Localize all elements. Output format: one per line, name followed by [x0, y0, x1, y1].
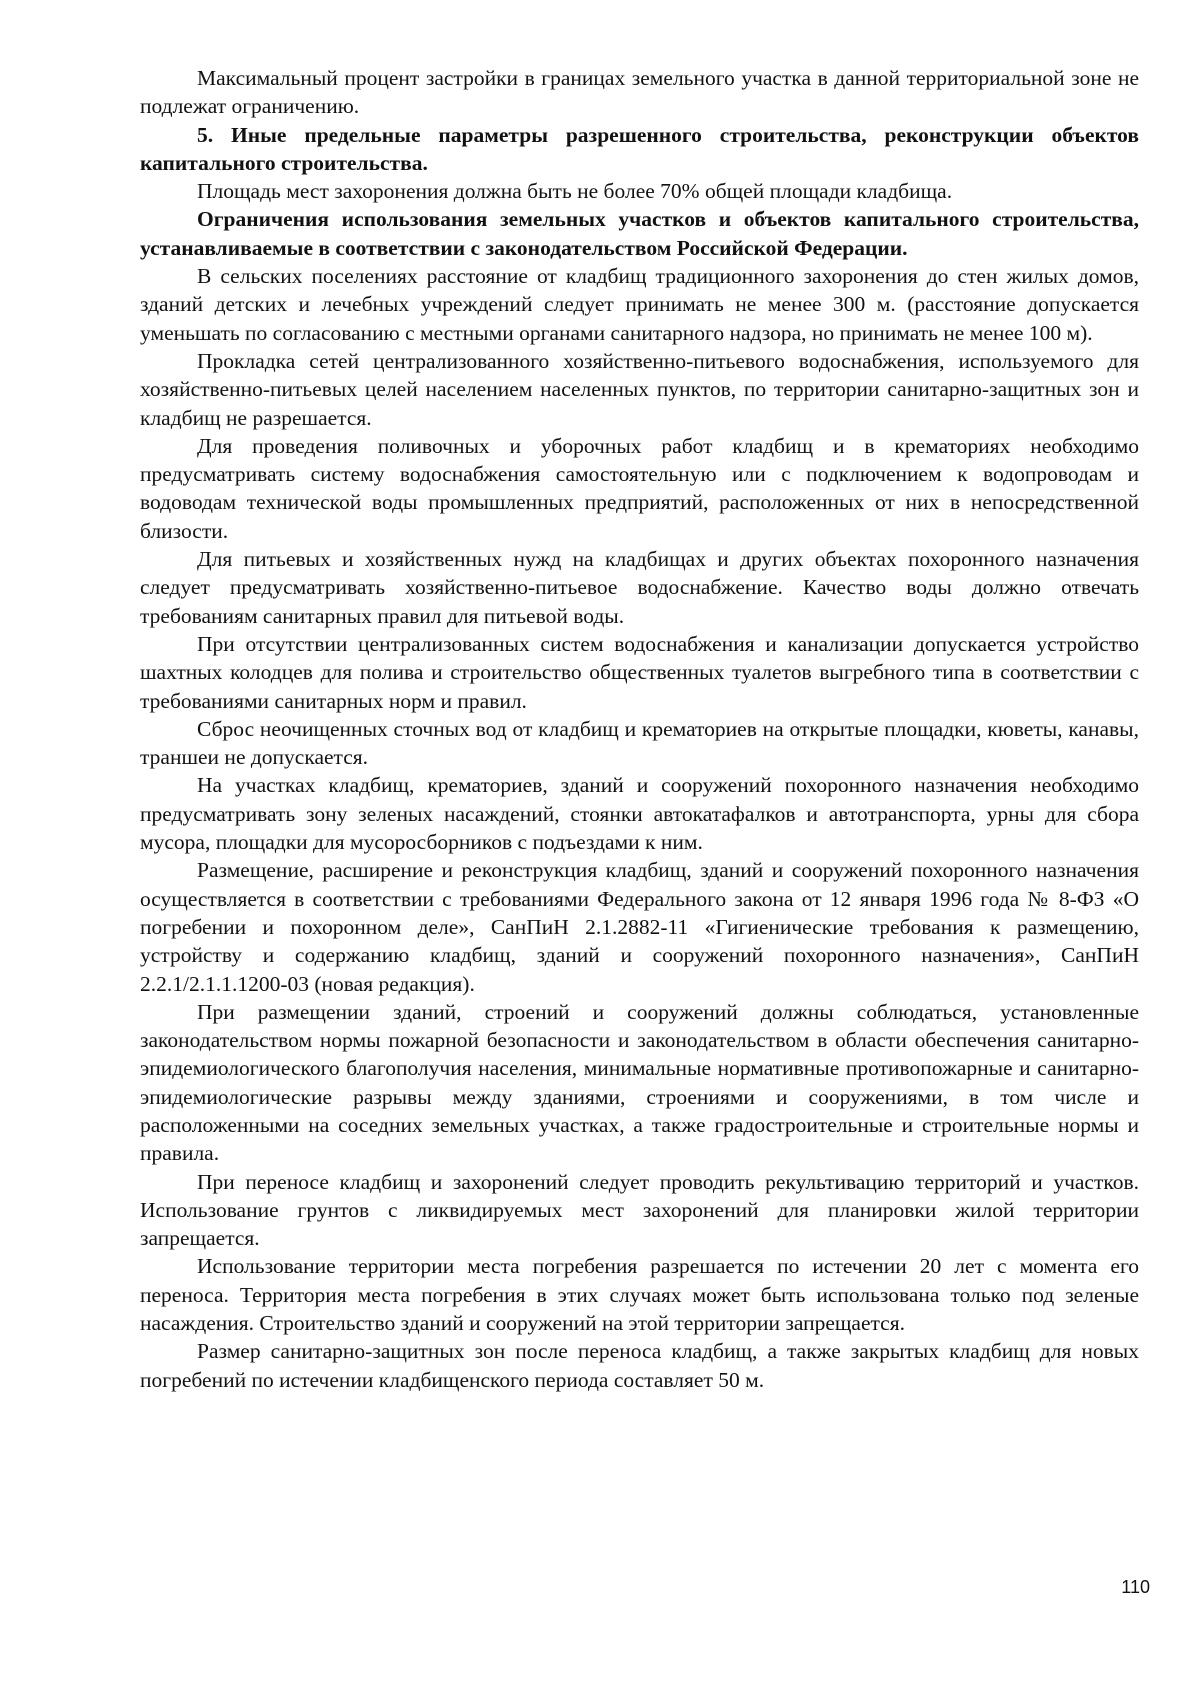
paragraph-regulations: Размещение, расширение и реконструкция кладбищ, зданий и сооружений похоронного назначения осуществляется в соответствии с требованиями Федерального закона от 12 января 1996 года № 8-ФЗ «О погребении и похоронном деле», СанПиН 2.1.2882-11 «Гигиенические требования к размещению, устройству и содержанию кладбищ, зданий и сооружений похоронного назначения», СанПиН 2.2.1/2.1.1.1200-03 (новая редакция).: [140, 858, 1139, 996]
paragraph-building-percentage: Максимальный процент застройки в границах земельного участка в данной территориальной зоне не подлежат ограничению.: [140, 66, 1139, 119]
paragraph-wells-toilets: При отсутствии централизованных систем водоснабжения и канализации допускается устройство шахтных колодцев для полива и строительство общественных туалетов выгребного типа в соответствии с требованиями санитарных норм и правил.: [140, 631, 1139, 713]
document-page: [140, 64, 1139, 1394]
paragraph-drinking-water: Для питьевых и хозяйственных нужд на кладбищах и других объектах похоронного назначения следует предусматривать хозяйственно-питьевое водоснабжение. Качество воды должно отвечать требованиям санитарных правил для питьевой воды.: [140, 547, 1139, 628]
section-heading-other-parameters: 5. Иные предельные параметры разрешенного строительства, реконструкции объектов капитального строительства.: [140, 122, 1139, 175]
paragraph-sanitary-zone-size: Размер санитарно-защитных зон после переноса кладбищ, а также закрытых кладбищ для новых погребений по истечении кладбищенского периода составляет 50 м.: [140, 1339, 1139, 1392]
paragraph-wastewater: Сброс неочищенных сточных вод от кладбищ и крематориев на открытые площадки, кюветы, канавы, траншеи не допускается.: [140, 716, 1139, 770]
paragraph-fire-safety: При размещении зданий, строений и сооружений должны соблюдаться, установленные законодательством нормы пожарной безопасности и законодательством в области обеспечения санитарно-эпидемиологического благополучия населения, минимальные нормативные противопожарные и санитарно-эпидемиологические разрывы между зданиями, строениями и сооружениями, в том числе и расположенными на соседних земельных участках, а также градостроительные и строительные нормы и правила.: [140, 999, 1139, 1166]
page-number: 110: [1121, 1577, 1150, 1597]
paragraph-watering-water-supply: Для проведения поливочных и уборочных работ кладбищ и в крематориях необходимо предусматривать систему водоснабжения самостоятельную или с подключением к водопроводам и водоводам технической воды промышленных предприятий, расположенных от них в непосредственной близости.: [140, 433, 1139, 543]
paragraph-distance-rural: В сельских поселениях расстояние от кладбищ традиционного захоронения до стен жилых домов, зданий детских и лечебных учреждений следует принимать не менее 300 м. (расстояние допускается уменьшать по согласованию с местными органами санитарного надзора, но принимать не менее 100 м).: [140, 264, 1139, 345]
section-heading-restrictions: Ограничения использования земельных участков и объектов капитального строительства, устанавливаемые в соответствии с законодательством Российской Федерации.: [140, 207, 1139, 260]
paragraph-recultivation: При переносе кладбищ и захоронений следует проводить рекультивацию территорий и участков. Использование грунтов с ликвидируемых мест захоронений для планировки жилой территории запрещается.: [140, 1169, 1139, 1251]
paragraph-green-zone: На участках кладбищ, крематориев, зданий и сооружений похоронного назначения необходимо предусматривать зону зеленых насаждений, стоянки автокатафалков и автотранспорта, урны для сбора мусора, площадки для мусоросборников с подъездами к ним.: [140, 773, 1139, 855]
paragraph-burial-area: Площадь мест захоронения должна быть не более 70% общей площади кладбища.: [197, 179, 953, 204]
paragraph-territory-use: Использование территории места погребения разрешается по истечении 20 лет с момента его переноса. Территория места погребения в этих случаях может быть использована только под зеленые насаждения. Строительство зданий и сооружений на этой территории запрещается.: [140, 1254, 1139, 1336]
paragraph-water-network: Прокладка сетей централизованного хозяйственно-питьевого водоснабжения, используемого для хозяйственно-питьевых целей населением населенных пунктов, по территории санитарно-защитных зон и кладбищ не разрешается.: [140, 348, 1139, 430]
